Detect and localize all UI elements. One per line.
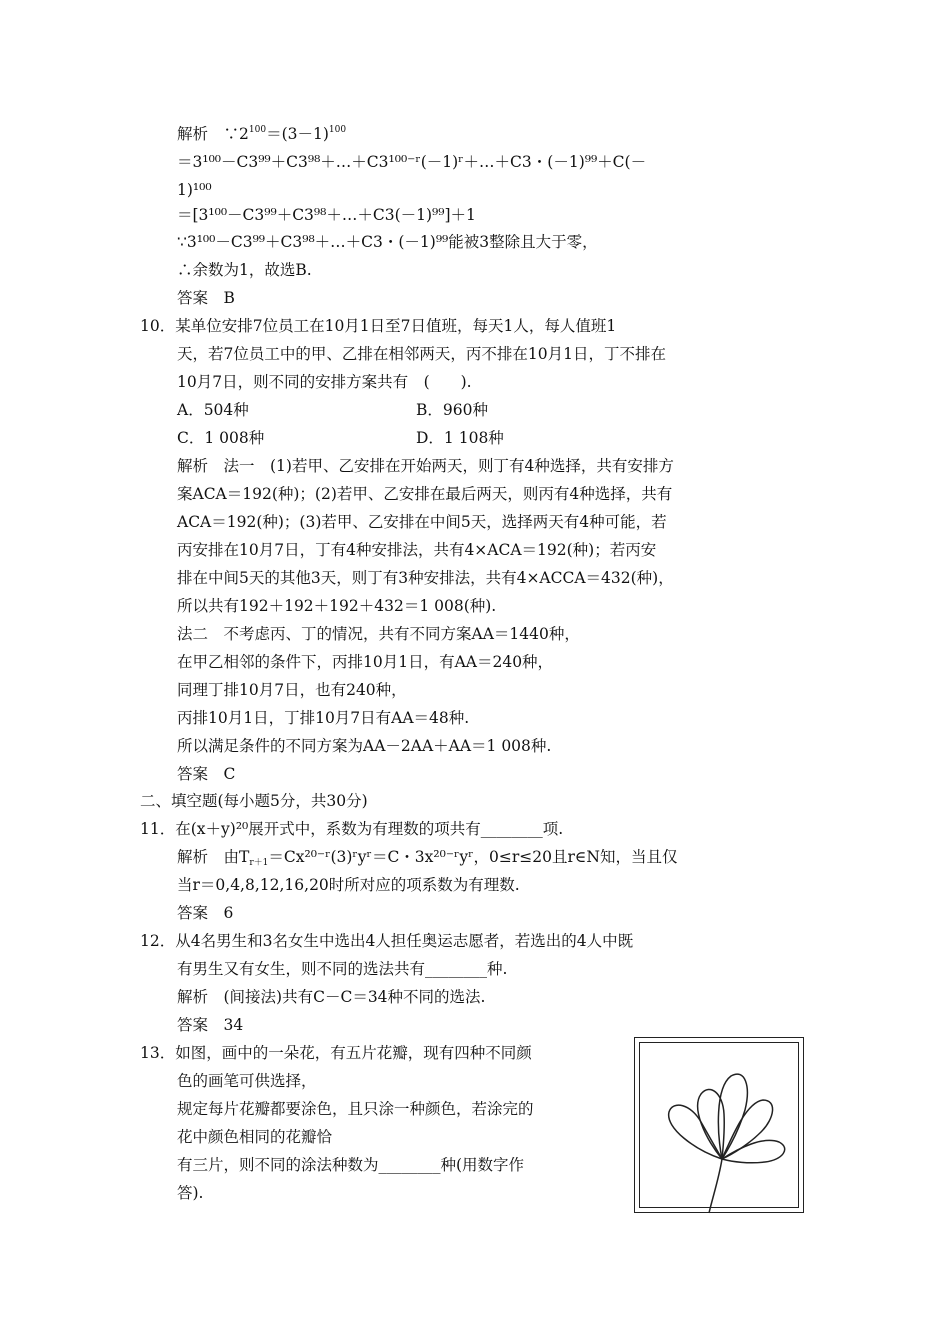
q12-stem-line-1: 12．从4名男生和3名女生中选出4人担任奥运志愿者，若选出的4人中既: [140, 932, 634, 950]
q11-analysis-line-2: 当r＝0,4,8,12,16,20时所对应的项系数为有理数.: [177, 876, 520, 894]
flower-drawing: [635, 1038, 805, 1214]
q12-stem-line-2: 有男生又有女生，则不同的选法共有________种.: [177, 960, 508, 978]
q10-stem-line-3: 10月7日，则不同的安排方案共有 ( ).: [177, 373, 472, 391]
q9-analysis-line-3: 1)¹⁰⁰: [177, 181, 212, 199]
q10-analysis-line-5: 排在中间5天的其他3天，则丁有3种安排法，共有4×ACCA＝432(种)，: [177, 569, 674, 587]
q10-option-c: C．1 008种: [177, 429, 265, 447]
q9-analysis-line-6: ∴余数为1，故选B.: [177, 261, 312, 279]
q10-option-b: B．960种: [416, 401, 488, 419]
q10-analysis-line-2: 案ACA＝192(种)；(2)若甲、乙安排在最后两天，则丙有4种选择，共有: [177, 485, 673, 503]
q13-stem-line-4: 花中颜色相同的花瓣恰: [177, 1128, 333, 1146]
q9-analysis-line-4: ＝[3¹⁰⁰－C3⁹⁹＋C3⁹⁸＋…＋C3(－1)⁹⁹]＋1: [177, 206, 476, 224]
q13-stem-line-2: 色的画笔可供选择，: [177, 1072, 317, 1090]
q13-stem-line-1: 13．如图，画中的一朵花，有五片花瓣，现有四种不同颜: [140, 1044, 532, 1062]
q10-analysis-line-1: 解析 法一 (1)若甲、乙安排在开始两天，则丁有4种选择，共有安排方: [177, 457, 674, 475]
petal-upper-right: [722, 1100, 773, 1159]
q10-method2-line-3: 同理丁排10月7日，也有240种，: [177, 681, 407, 699]
q10-method2-line-2: 在甲乙相邻的条件下，丙排10月1日，有AA＝240种，: [177, 653, 554, 671]
q11-stem: 11．在(x＋y)²⁰展开式中，系数为有理数的项共有________项.: [140, 820, 564, 838]
q10-method2-line-1: 法二 不考虑丙、丁的情况，共有不同方案AA＝1440种，: [177, 625, 580, 643]
q11-answer: 答案 6: [177, 904, 234, 922]
section-heading-fill-in: 二、填空题(每小题5分，共30分): [140, 792, 368, 810]
q13-stem-line-5: 有三片，则不同的涂法种数为________种(用数字作: [177, 1156, 525, 1174]
q10-answer: 答案 C: [177, 765, 236, 783]
q9-analysis-line-2: ＝3¹⁰⁰－C3⁹⁹＋C3⁹⁸＋…＋C3¹⁰⁰⁻ʳ(－1)ʳ＋…＋C3・(－1)⁹⁹＋C(－: [177, 153, 647, 171]
q10-stem-line-1: 10．某单位安排7位员工在10月1日至7日值班，每天1人，每人值班1: [140, 317, 617, 335]
q13-stem-line-3: 规定每片花瓣都要涂色，且只涂一种颜色，若涂完的: [177, 1100, 534, 1118]
q11-analysis-line-1: 解析 由$T_{r+1}=Cx^{20-}ʳ(3)ʳyʳ=C$・3x²⁰⁻ʳyʳ，0≤r≤20且r∈N知，当且仅: [177, 848, 678, 868]
q10-analysis-line-3: ACA＝192(种)；(3)若甲、乙安排在中间5天，选择两天有4种可能，若: [177, 513, 667, 531]
q10-option-d: D．1 108种: [416, 429, 504, 447]
q10-method2-line-5: 所以满足条件的不同方案为AA－2AA＋AA＝1 008种.: [177, 737, 552, 755]
flower-figure: [634, 1037, 804, 1213]
q10-analysis-line-6: 所以共有192＋192＋192＋432＝1 008(种).: [177, 597, 497, 615]
q10-analysis-line-4: 丙安排在10月7日，丁有4种安排法，共有4×ACA＝192(种)；若丙安: [177, 541, 657, 559]
q9-analysis-line-1: 解析 $\because 2^{100}=(3-1)^{100}$: [177, 125, 347, 143]
q12-analysis: 解析 (间接法)共有C－C＝34种不同的选法.: [177, 988, 486, 1006]
petal-left: [669, 1105, 722, 1159]
q10-option-a: A．504种: [177, 401, 249, 419]
q9-analysis-line-5: ∵3¹⁰⁰－C3⁹⁹＋C3⁹⁸＋…＋C3・(－1)⁹⁹能被3整除且大于零，: [177, 233, 598, 251]
q10-stem-line-2: 天，若7位员工中的甲、乙排在相邻两天，丙不排在10月1日，丁不排在: [177, 345, 666, 363]
q12-answer: 答案 34: [177, 1016, 244, 1034]
q9-answer: 答案 B: [177, 289, 235, 307]
q13-stem-line-6: 答).: [177, 1184, 204, 1202]
flower-stem: [709, 1159, 722, 1213]
q10-method2-line-4: 丙排10月1日，丁排10月7日有AA＝48种.: [177, 709, 470, 727]
